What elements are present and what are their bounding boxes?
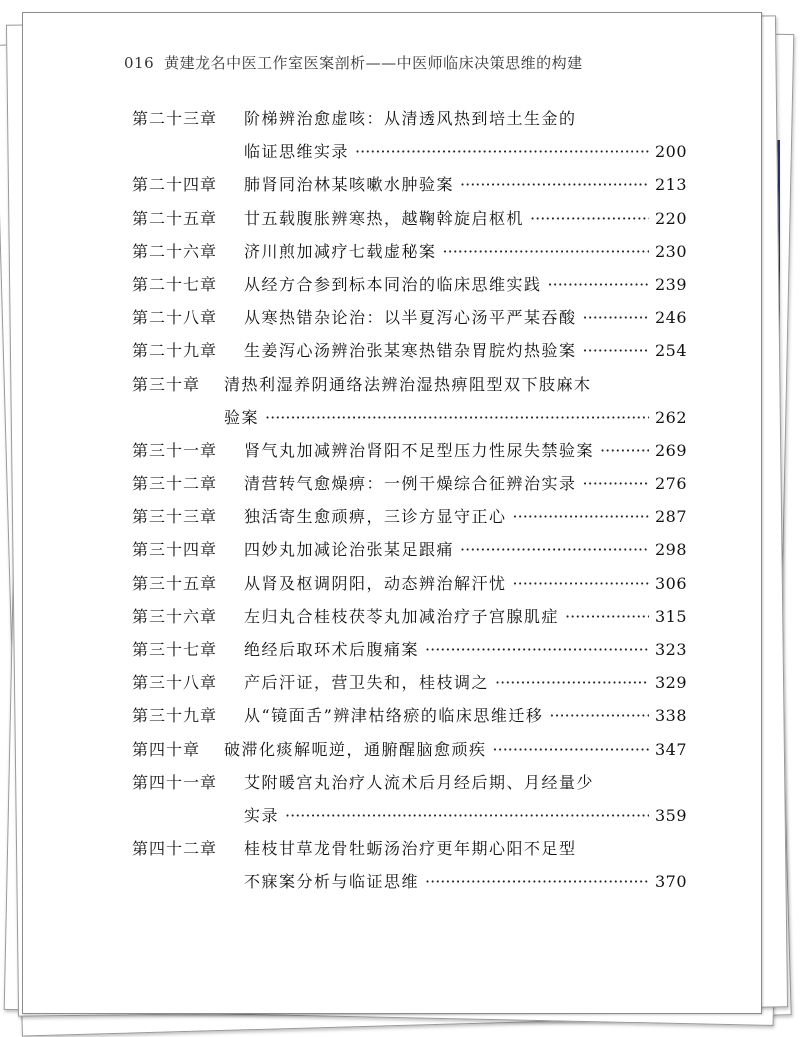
toc-line: [132, 699, 687, 732]
toc-page-number: 220: [654, 208, 687, 228]
toc-chapter-title: 生姜泻心汤辨治张某寒热错杂胃脘灼热验案: [244, 341, 577, 361]
dot-leader: [460, 533, 649, 566]
toc-line: [132, 301, 687, 334]
toc-entry[interactable]: [132, 500, 687, 533]
toc-entry[interactable]: [132, 633, 687, 666]
toc-chapter-number: 第三十九章: [132, 706, 218, 726]
dot-leader: [285, 799, 649, 832]
toc-chapter-number: 第四十章: [132, 739, 201, 759]
toc-chapter-title: 独活寄生愈顽痹，三诊方显守正心: [244, 507, 507, 527]
toc-chapter-title: 四妙丸加减论治张某足跟痛: [244, 540, 455, 560]
toc-page-number: 262: [654, 407, 687, 427]
toc-chapter-title: 清营转气愈燥痹：一例干燥综合征辨治实录: [244, 474, 577, 494]
toc-page-number: 254: [654, 341, 687, 361]
toc-chapter-number: 第四十一章: [132, 772, 218, 792]
toc-line: [132, 832, 687, 865]
toc-page-number: 246: [654, 308, 687, 328]
toc-entry[interactable]: [132, 434, 687, 467]
toc-page-number: 338: [654, 706, 687, 726]
toc-entry[interactable]: [132, 467, 687, 500]
dot-leader: [460, 168, 649, 201]
toc-line: [132, 135, 687, 168]
dot-leader: [565, 600, 649, 633]
toc-chapter-number: 第三十八章: [132, 673, 218, 693]
toc-chapter-number: 第四十二章: [132, 839, 218, 859]
toc-entry[interactable]: [132, 832, 687, 898]
toc-page-number: 276: [654, 474, 687, 494]
dot-leader: [443, 235, 649, 268]
dot-leader: [493, 733, 649, 766]
toc-chapter-number: 第二十七章: [132, 274, 218, 294]
toc-entry[interactable]: [132, 334, 687, 367]
toc-line: [132, 666, 687, 699]
toc-page-number: 230: [654, 241, 687, 261]
header-book-title: 黄建龙名中医工作室医案剖析——中医师临床决策思维的构建: [164, 54, 583, 72]
toc-line: [132, 368, 687, 401]
dot-leader: [425, 865, 649, 898]
toc-chapter-title: 临证思维实录: [244, 142, 350, 162]
toc-line: [132, 235, 687, 268]
dot-leader: [425, 633, 649, 666]
toc-chapter-title: 肺肾同治林某咳嗽水肿验案: [244, 175, 455, 195]
toc-page-number: 329: [654, 673, 687, 693]
toc-line: [132, 766, 687, 799]
table-of-contents: [132, 102, 687, 899]
toc-chapter-number: 第三十四章: [132, 540, 218, 560]
toc-page-number: 239: [654, 274, 687, 294]
toc-line: [132, 799, 687, 832]
toc-chapter-title: 从“镜面舌”辨津枯络瘀的临床思维迁移: [244, 706, 544, 726]
toc-chapter-title: 不寐案分析与临证思维: [244, 872, 420, 892]
header-page-number: 016: [124, 54, 155, 72]
dot-leader: [583, 467, 649, 500]
toc-page-number: 359: [654, 805, 687, 825]
toc-page-number: 269: [654, 440, 687, 460]
toc-page-number: 315: [654, 606, 687, 626]
toc-chapter-number: 第二十九章: [132, 341, 218, 361]
toc-entry[interactable]: [132, 202, 687, 235]
toc-chapter-title: 实录: [244, 805, 280, 825]
dot-leader: [495, 666, 649, 699]
toc-entry[interactable]: [132, 368, 687, 434]
toc-chapter-title: 艾附暖宫丸治疗人流术后月经后期、月经量少: [244, 772, 595, 792]
toc-chapter-title: 验案: [224, 407, 260, 427]
toc-line: [132, 467, 687, 500]
toc-chapter-number: 第二十五章: [132, 208, 218, 228]
toc-line: [132, 102, 687, 135]
toc-chapter-number: 第三十二章: [132, 474, 218, 494]
toc-chapter-title: 阶梯辨治愈虚咳：从清透风热到培土生金的: [244, 109, 577, 128]
toc-chapter-number: 第三十五章: [132, 573, 218, 593]
toc-chapter-number: 第二十六章: [132, 241, 218, 261]
toc-chapter-number: 第三十七章: [132, 640, 218, 659]
toc-entry[interactable]: [132, 268, 687, 301]
toc-line: [132, 600, 687, 633]
toc-chapter-title: 清热利湿养阴通络法辨治湿热痹阻型双下肢麻木: [224, 374, 592, 394]
toc-entry[interactable]: [132, 699, 687, 732]
toc-chapter-number: 第三十章: [132, 374, 201, 394]
dot-leader: [355, 135, 649, 168]
toc-entry[interactable]: [132, 168, 687, 201]
toc-chapter-title: 济川煎加减疗七载虚秘案: [244, 241, 437, 261]
toc-entry[interactable]: [132, 733, 687, 766]
toc-chapter-title: 从寒热错杂论治：以半夏泻心汤平严某吞酸: [244, 308, 577, 328]
toc-line: [132, 733, 687, 766]
toc-chapter-number: 第二十八章: [132, 308, 218, 328]
dot-leader: [265, 401, 649, 434]
toc-page-number: 287: [654, 507, 687, 527]
toc-line: [132, 865, 687, 898]
toc-chapter-number: 第二十四章: [132, 175, 218, 195]
dot-leader: [513, 567, 649, 600]
dot-leader: [583, 301, 649, 334]
toc-page-number: 370: [654, 872, 687, 892]
toc-line: [132, 567, 687, 600]
toc-entry[interactable]: [132, 600, 687, 633]
toc-line: [132, 633, 687, 666]
toc-chapter-number: 第三十一章: [132, 440, 218, 460]
toc-page-number: 213: [654, 175, 687, 195]
toc-chapter-title: 绝经后取环术后腹痛案: [244, 640, 420, 659]
toc-page-number: 200: [654, 142, 687, 162]
toc-chapter-number: 第二十三章: [132, 109, 218, 128]
toc-chapter-title: 左归丸合桂枝茯苓丸加减治疗子宫腺肌症: [244, 606, 560, 626]
toc-line: [132, 202, 687, 235]
toc-line: [132, 268, 687, 301]
toc-entry[interactable]: [132, 533, 687, 566]
dot-leader: [530, 202, 649, 235]
toc-entry[interactable]: [132, 766, 687, 832]
toc-line: [132, 401, 687, 434]
running-header: [124, 52, 583, 73]
toc-page-number: 347: [654, 739, 687, 759]
toc-chapter-number: 第三十三章: [132, 507, 218, 527]
toc-chapter-title: 廿五载腹胀辨寒热，越鞠斡旋启枢机: [244, 208, 525, 228]
toc-chapter-number: 第三十六章: [132, 606, 218, 626]
toc-entry[interactable]: [132, 102, 687, 168]
toc-entry[interactable]: [132, 235, 687, 268]
toc-entry[interactable]: [132, 301, 687, 334]
toc-chapter-title: 从肾及枢调阴阳，动态辨治解汗忧: [244, 573, 507, 593]
dot-leader: [548, 268, 649, 301]
toc-chapter-title: 肾气丸加减辨治肾阳不足型压力性尿失禁验案: [244, 440, 595, 460]
toc-line: [132, 533, 687, 566]
dot-leader: [513, 500, 649, 533]
dot-leader: [583, 334, 649, 367]
toc-chapter-title: 产后汗证，营卫失和，桂枝调之: [244, 673, 490, 693]
toc-chapter-title: 破滞化痰解呃逆，通腑醒脑愈顽疾: [224, 739, 487, 759]
toc-entry[interactable]: [132, 567, 687, 600]
toc-line: [132, 168, 687, 201]
toc-page-number: 306: [654, 573, 687, 593]
toc-line: [132, 434, 687, 467]
toc-line: [132, 334, 687, 367]
toc-chapter-title: 从经方合参到标本同治的临床思维实践: [244, 274, 542, 294]
toc-chapter-title: 桂枝甘草龙骨牡蛎汤治疗更年期心阳不足型: [244, 839, 577, 859]
dot-leader: [549, 699, 649, 732]
toc-page-number: 298: [654, 540, 687, 560]
toc-line: [132, 500, 687, 533]
toc-page-number: 323: [654, 640, 687, 659]
toc-entry[interactable]: [132, 666, 687, 699]
dot-leader: [600, 434, 649, 467]
